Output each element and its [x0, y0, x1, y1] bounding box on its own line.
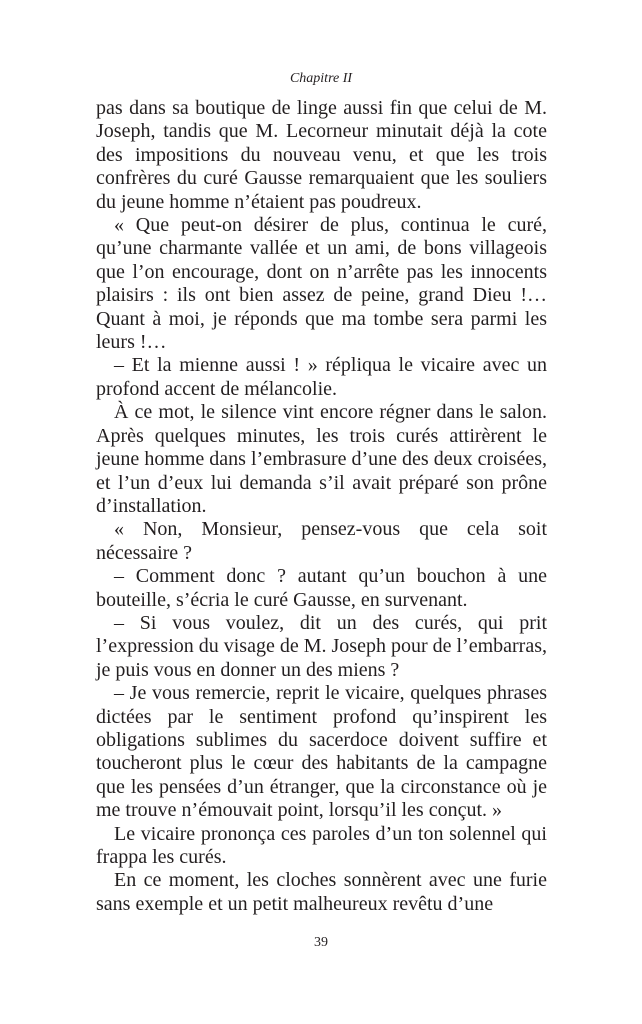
paragraph: Le vicaire prononça ces paroles d’un ton solennel qui frappa les curés.	[96, 822, 547, 868]
paragraph: À ce mot, le silence vint encore régner dans le salon. Après quelques minutes, les trois curés attirèrent le jeune homme dans l’embrasure d’une des deux croisées, et l’un d’eux lui demanda s’il avait préparé son prône d’installation.	[96, 401, 547, 517]
paragraph-continuation: pas dans sa boutique de linge aussi fin que celui de M. Joseph, tandis que M. Lecorneur minutait déjà la cote des impositions du nouveau venu, et que les trois confrères du curé Gausse remarquaient que les souliers du jeune homme n’étaient pas poudreux.	[96, 97, 547, 213]
body-text	[96, 97, 547, 916]
paragraph: – Si vous voulez, dit un des curés, qui prit l’expression du visage de M. Joseph pour de l’embarras, je puis vous en donner un des miens ?	[96, 611, 547, 681]
page-number: 39	[314, 935, 328, 950]
paragraph: « Non, Monsieur, pensez-vous que cela soit nécessaire ?	[96, 518, 547, 564]
paragraph: – Comment donc ? autant qu’un bouchon à une bouteille, s’écria le curé Gausse, en survenant.	[96, 565, 547, 611]
running-head: Chapitre II	[289, 71, 353, 86]
paragraph: – Je vous remercie, reprit le vicaire, quelques phrases dictées par le sentiment profond qu’inspirent les obligations sublimes du sacerdoce doivent suffire et toucheront plus le cœur des habitants de la campagne que les pensées d’un étranger, que la circonstance où je me trouve n’émouvait point, lorsqu’il les conçut. »	[96, 682, 547, 822]
paragraph: En ce moment, les cloches sonnèrent avec une furie sans exemple et un petit malheureux revêtu d’une	[96, 869, 547, 915]
paragraph: « Que peut-on désirer de plus, continua le curé, qu’une charmante vallée et un ami, de bons villageois que l’on encourage, dont on n’arrête pas les innocents plaisirs : ils ont bien assez de peine, grand Dieu !… Quant à moi, je réponds que ma tombe sera parmi les leurs !…	[96, 214, 547, 354]
paragraph: – Et la mienne aussi ! » répliqua le vicaire avec un profond accent de mélancolie.	[96, 354, 547, 400]
